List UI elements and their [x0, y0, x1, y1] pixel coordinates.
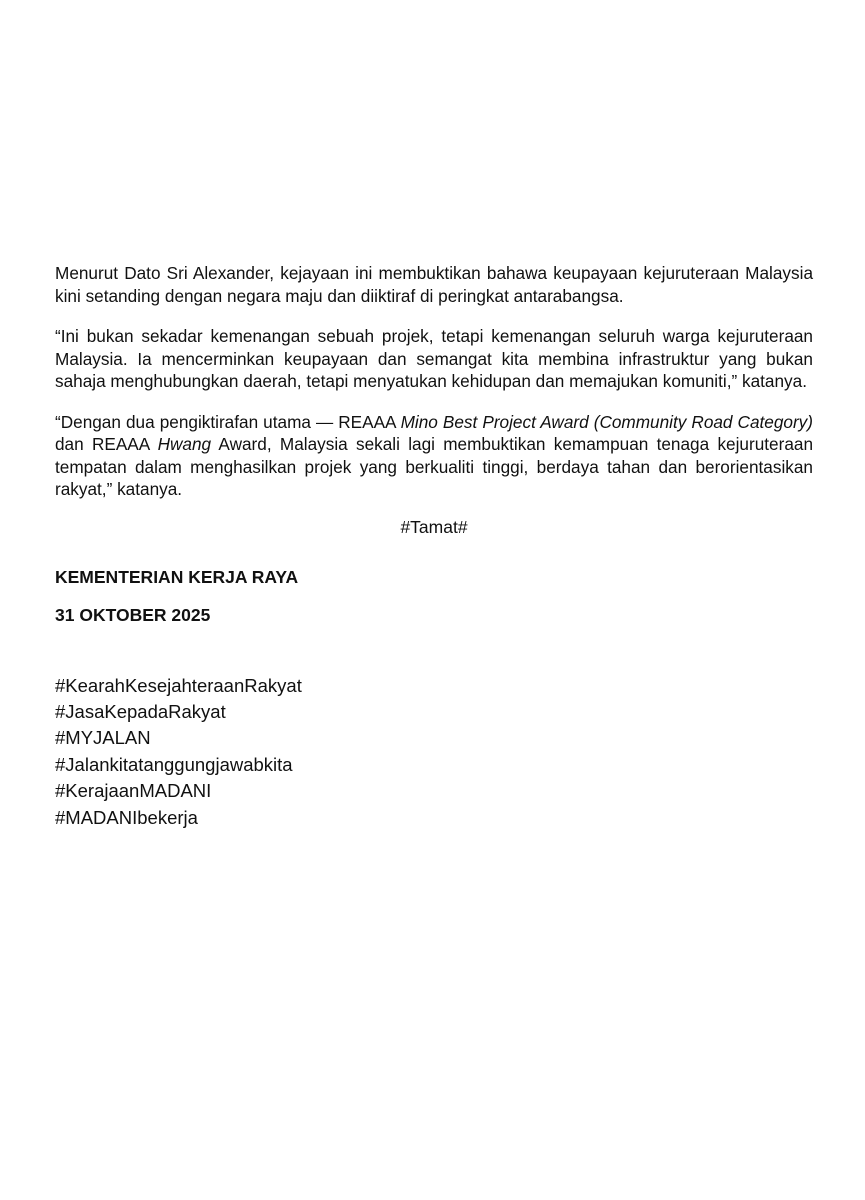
hashtag-item: #MYJALAN — [55, 727, 151, 749]
hashtag-item: #KearahKesejahteraanRakyat — [55, 674, 302, 696]
paragraph-awards-part2: dan REAAA — [55, 434, 158, 454]
paragraph-awards-part3: Award, Malaysia sekali lagi membuktikan kemampuan tenaga kejuruteraan tempatan dalam menghasilkan projek yang berkualiti tinggi, berdaya tahan dan berorientasikan rakyat,” katanya. — [55, 434, 813, 499]
hashtag-item: #JasaKepadaRakyat — [55, 700, 226, 722]
hashtag-list — [55, 673, 813, 831]
paragraph-quote: “Ini bukan sekadar kemenangan sebuah projek, tetapi kemenangan seluruh warga kejuruteraan Malaysia. Ia mencerminkan keupayaan dan semangat kita membina infrastruktur yang bukan sahaja menghubungkan daerah, tetapi menyatukan kehidupan dan memajukan komuniti,” katanya. — [55, 326, 813, 391]
paragraph-awards-part1: “Dengan dua pengiktirafan utama — REAAA — [55, 411, 401, 432]
end-marker: #Tamat# — [400, 516, 468, 537]
organization-name: KEMENTERIAN KERJA RAYA — [55, 566, 299, 587]
hashtag-item: #Jalankitatanggungjawabkita — [55, 753, 293, 775]
release-date: 31 OKTOBER 2025 — [55, 604, 211, 625]
paragraph-awards — [55, 411, 813, 501]
award-name-mino: Mino Best Project Award (Community Road Category) — [400, 411, 814, 432]
document-body — [55, 262, 813, 831]
hashtag-item: #KerajaanMADANI — [55, 780, 212, 802]
paragraph-statement: Menurut Dato Sri Alexander, kejayaan ini membuktikan bahawa keupayaan kejuruteraan Malaysia kini setanding dengan negara maju dan diiktiraf di peringkat antarabangsa. — [55, 263, 813, 306]
hashtag-item: #MADANIbekerja — [55, 806, 198, 828]
award-name-hwang: Hwang — [157, 434, 212, 454]
